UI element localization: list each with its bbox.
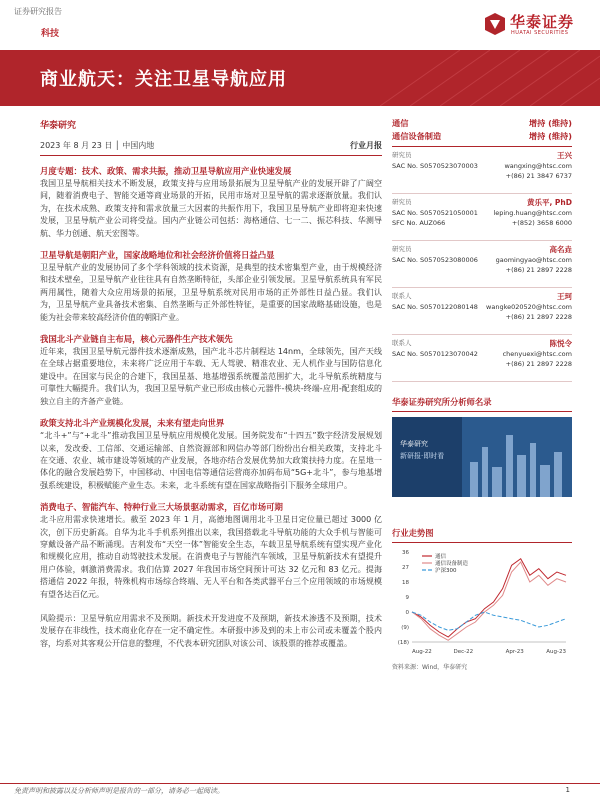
title-decoration bbox=[370, 50, 600, 106]
trend-chart-svg bbox=[392, 546, 572, 658]
main-content bbox=[40, 118, 382, 650]
series-line bbox=[412, 612, 566, 630]
report-date: 2023 年 8 月 23 日 │ 中国内地 bbox=[40, 141, 155, 150]
analyst-card bbox=[392, 147, 572, 194]
legend-label: 通信 bbox=[435, 554, 447, 560]
analyst-phone: +(86) 21 2897 2228 bbox=[505, 360, 572, 368]
section-body: 我国卫星导航相关技术不断发展，政策支持与应用场景拓展为卫星导航产业的发展开辟了广阔空间，随着消费电子、智能交通等商业场景的开拓，民用市场对卫星导航的需求逐渐放量。我们认为，在技术成熟、政策支持和需求放量三大因素的共振作用下，我国卫星导航产业即将迎来快速发展，卫星导航产业公司将受益。国内产业链公司包括：海格通信、七一二、振芯科技、华测导航、华力创通、航天宏图等。 bbox=[40, 179, 382, 238]
section-heading: 我国北斗产业链自主布局，核心元器件生产技术领先 bbox=[40, 334, 233, 345]
analyst-name: 高名垚 bbox=[549, 245, 572, 254]
analyst-name: 王兴 bbox=[557, 151, 572, 160]
analyst-sac: SAC No. S0570523070003 bbox=[392, 162, 478, 170]
analyst-name: 陈悦令 bbox=[549, 339, 572, 348]
section-heading: 月度专题：技术、政策、需求共振，推动卫星导航应用产业快速发展 bbox=[40, 166, 292, 176]
section-body: 近年来，我国卫星导航元器件技术逐渐成熟，国产北斗芯片制程达 14nm，全球领先，国产天线在全球占据重要地位，未来将广泛应用于车载、无人驾驶、精准农业、无人机作业与国防信息化建设中。在国家与民企的合建下，我国星基、地基增强系统覆盖范围扩大，北斗导航系统精度与可靠性大幅提升。我们认为，我国卫星导航产业已形成由核心元器件-模块-终端-应用-配套组成的独立自主的齐备产业链。 bbox=[40, 347, 382, 406]
analyst-sac: SAC No. S0570523080006 bbox=[392, 256, 478, 264]
analyst-card bbox=[392, 241, 572, 288]
analyst-name: 王珂 bbox=[557, 292, 572, 301]
x-tick-label: Dec-22 bbox=[453, 649, 474, 655]
analyst-sac: SAC No. S0570521050001 bbox=[392, 209, 478, 217]
trend-chart bbox=[392, 546, 572, 658]
divider bbox=[40, 155, 382, 156]
logo-subtext: HUATAI SECURITIES bbox=[511, 30, 569, 36]
y-tick-label: 9 bbox=[405, 595, 409, 601]
divider bbox=[392, 411, 572, 412]
section-heading: 政策支持北斗产业规模化发展，未来有望走向世界 bbox=[40, 418, 225, 429]
y-tick-label: (9) bbox=[401, 625, 409, 631]
legend-label: 沪深300 bbox=[435, 568, 457, 574]
analyst-email[interactable]: wangke020520@htsc.com bbox=[486, 303, 572, 311]
logo-text: 华泰证券 bbox=[510, 13, 575, 31]
skyline-image bbox=[462, 417, 572, 497]
y-tick-label: 18 bbox=[402, 580, 409, 586]
section-heading: 卫星导航是朝阳产业，国家战略地位和社会经济价值将日益凸显 bbox=[40, 250, 275, 261]
analyst-sac: SAC No. S0570123070042 bbox=[392, 350, 478, 358]
analyst-card bbox=[392, 288, 572, 335]
promo-text: 华泰研究 bbox=[400, 440, 428, 448]
rating-industry: 通信设备制造 bbox=[392, 131, 442, 141]
rating-row bbox=[392, 118, 572, 131]
divider bbox=[392, 542, 572, 543]
analyst-name: 黄乐平, PhD bbox=[526, 198, 572, 207]
analyst-phone: +(86) 21 3847 6737 bbox=[505, 172, 572, 180]
trend-title: 行业走势图 bbox=[392, 528, 434, 538]
promo-subtext: 新研报·即时看 bbox=[400, 452, 445, 460]
title-band bbox=[0, 50, 600, 106]
page-number: 1 bbox=[565, 786, 570, 794]
section-body: 卫星导航产业的发展协同了多个学科领域的技术资源，是典型的技术密集型产业，由于规模经济和技术壁垒，卫星导航产业往往具有自然垄断特征，头部企业引领发展。卫星导航系统具有军民两用属性，随着大众应用场景的拓展，卫星导航系统对民用市场的正外部性日益凸显。我们认为，卫星导航产业具备技术密集、自然垄断与正外部性特征，是重要的国家战略基础设施，也是能为社会带来较高经济价值的朝阳产业。 bbox=[40, 263, 382, 322]
rating-value: 增持 (维持) bbox=[528, 118, 572, 128]
y-tick-label: 0 bbox=[405, 610, 409, 616]
section-heading: 消费电子、智能汽车、特种行业三大场景驱动需求，百亿市场可期 bbox=[40, 502, 283, 513]
app-section-title: 华泰证券研究所分析师名录 bbox=[392, 397, 492, 407]
section-1 bbox=[40, 249, 382, 324]
analyst-phone: +(86) 21 2897 2228 bbox=[505, 266, 572, 274]
rating-industry: 通信 bbox=[392, 118, 409, 128]
rating-value: 增持 (维持) bbox=[528, 131, 572, 141]
analyst-phone: +(86) 21 2897 2228 bbox=[505, 313, 572, 321]
report-title: 商业航天：关注卫星导航应用 bbox=[40, 69, 287, 90]
analyst-phone: +(852) 3658 6000 bbox=[511, 219, 572, 227]
analyst-sac: SAC No. S0570122080148 bbox=[392, 303, 478, 311]
app-promo-banner[interactable] bbox=[392, 417, 572, 497]
section-4 bbox=[40, 501, 382, 601]
analyst-email[interactable]: leping.huang@htsc.com bbox=[493, 209, 572, 217]
analyst-sfc: SFC No. AUZ066 bbox=[392, 219, 446, 227]
analyst-email[interactable]: chenyuexi@htsc.com bbox=[502, 350, 572, 358]
section-tag: 科技 bbox=[41, 29, 60, 39]
section-0 bbox=[40, 165, 382, 240]
section-2 bbox=[40, 333, 382, 408]
section-body: “北斗+”与“+北斗”推动我国卫星导航应用规模化发展。国务院发布“十四五”数字经济发展规划以来，发改委、工信部、交通运输部、自然资源部和网信办等部门纷纷出台相关政策，支持北斗在交通、农业、城市建设等领域的产业发展，各地亦结合发展优势加大政策扶持力度。在星地一体化的融合发展趋势下，中国移动、中国电信等通信运营商亦加码布局“5G+北斗”，参与地基增强系统建设，积极赋能产业生态。未来，北斗系统有望在国家战略指引下服务全球用户。 bbox=[40, 431, 382, 490]
disclaimer-note: 免责声明和披露以及分析师声明是报告的一部分，请务必一起阅读。 bbox=[14, 787, 224, 795]
x-tick-label: Aug-23 bbox=[546, 649, 566, 655]
analyst-email[interactable]: wangxing@htsc.com bbox=[504, 162, 572, 170]
analyst-role: 研究员 bbox=[392, 151, 412, 159]
x-tick-label: Apr-23 bbox=[505, 649, 524, 655]
analyst-role: 研究员 bbox=[392, 198, 412, 206]
org-name: 华泰研究 bbox=[40, 121, 77, 131]
footer-divider bbox=[0, 783, 600, 784]
section-3 bbox=[40, 417, 382, 492]
company-logo bbox=[484, 8, 594, 42]
report-type-label: 证券研究报告 bbox=[14, 7, 62, 16]
rating-row bbox=[392, 131, 572, 144]
analyst-card bbox=[392, 194, 572, 241]
legend-label: 通信设备制造 bbox=[435, 561, 469, 567]
y-tick-label: 36 bbox=[402, 550, 409, 556]
risk-warning: 风险提示：卫星导航应用需求不及预期。新技术开发进度不及预期，新技术渗透不及预期，技术发展存在非线性，技术商业化存在一定不确定性。本研报中涉及到的未上市公司或未覆盖个股内容，均系对其客观公开信息的整理，不代表本研究团队对该公司、该股票的推荐或覆盖。 bbox=[40, 613, 382, 648]
analyst-role: 研究员 bbox=[392, 245, 412, 253]
analyst-role: 联系人 bbox=[392, 292, 412, 300]
y-tick-label: (18) bbox=[397, 640, 409, 646]
analyst-email[interactable]: gaomingyao@htsc.com bbox=[495, 256, 572, 264]
x-tick-label: Aug-22 bbox=[412, 649, 432, 655]
sidebar bbox=[392, 118, 572, 671]
chart-source: 资料来源：Wind，华泰研究 bbox=[392, 664, 468, 671]
meta-row bbox=[40, 140, 382, 154]
logo-mark-icon bbox=[484, 12, 506, 36]
analyst-role: 联系人 bbox=[392, 339, 412, 347]
report-type: 行业月报 bbox=[350, 141, 382, 150]
y-tick-label: 27 bbox=[402, 565, 409, 571]
analyst-card bbox=[392, 335, 572, 382]
section-body: 北斗应用需求快速增长。截至 2023 年 1 月，高德地图调用北斗卫星日定位量已超过 3000 亿次，创下历史新高。自华为北斗手机系列推出以来，我国搭载北斗导航功能的大众手机与智能可穿戴设备产品不断涌现。吉利发布“天空一体”智能安全生态，车载卫星导航系统有望实现产业化和规模化应用，推动自动驾驶技术发展。在消费电子与智能汽车领域，卫星导航新技术有望提升用户体验，刺激消费需求。我们估算 2027 年我国市场空间预计可达 32 亿元和 83 亿元。提海搭通信 2022 年报，特殊机构市场综合终端、无人平台和各类武器平台三个应用领域的市场规模有望各达百亿元。 bbox=[40, 515, 382, 599]
